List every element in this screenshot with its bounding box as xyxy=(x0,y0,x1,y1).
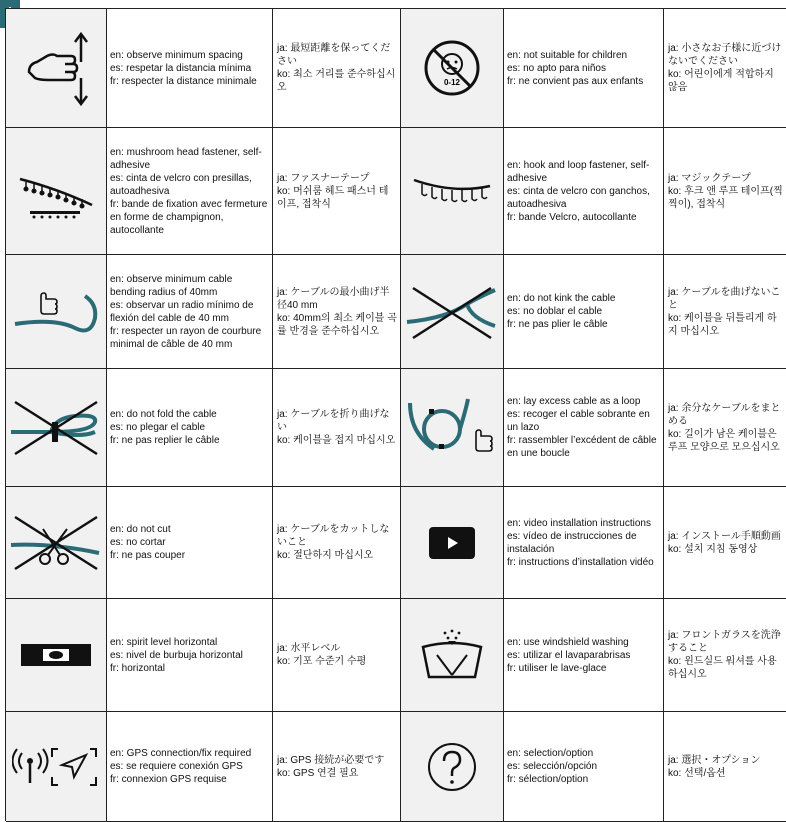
text-ja: ja: 選択・オプション xyxy=(668,754,761,766)
not-for-children-icon xyxy=(401,9,504,127)
text-es: es: no cortar xyxy=(110,537,166,548)
text-en: en: do not kink the cable xyxy=(507,293,616,304)
text-fr: fr: connexion GPS requise xyxy=(110,774,227,785)
text-ja: ja: ケーブルの最小曲げ半径40 mm xyxy=(277,286,390,311)
text-ja: ja: マジックテープ xyxy=(668,172,751,184)
text-en: en: spirit level horizontal xyxy=(110,636,218,648)
text-ja: ja: ケーブルを折り曲げない xyxy=(277,409,390,433)
no-fold-cable-icon xyxy=(6,369,107,486)
table-row xyxy=(6,712,786,822)
text-es: es: cinta de velcro con ganchos, autoadhesiva xyxy=(507,185,650,210)
text-es: es: no apto para niños xyxy=(507,62,606,74)
text-en: en: do not fold the cable xyxy=(110,409,217,420)
text-en: en: lay excess cable as a loop xyxy=(507,396,641,407)
hook-loop-fastener-icon xyxy=(401,128,504,254)
text-ko: ko: 윈드실드 워셔를 사용하십시오 xyxy=(668,656,777,680)
text-fr: fr: instructions d’installation vidéo xyxy=(507,556,654,568)
text-es: es: nivel de burbuja horizontal xyxy=(110,649,243,661)
text-fr: fr: respecter un rayon de courbure minimal de câble de 40 mm xyxy=(110,325,262,350)
text-fr: fr: ne pas replier le câble xyxy=(110,435,220,446)
text-fr: fr: ne pas plier le câble xyxy=(507,319,608,330)
text-ko: ko: 케이블을 접지 마십시오 xyxy=(277,435,396,446)
text-fr: fr: rassembler l’excédent de câble en une boucle xyxy=(507,435,657,459)
text-fr: fr: ne convient pas aux enfants xyxy=(507,75,644,87)
text-ko: ko: 기포 수준기 수평 xyxy=(277,656,367,667)
text-ko: ko: 선택/옵션 xyxy=(668,767,726,779)
text-ja: ja: ケーブルを曲げないこと xyxy=(668,286,781,311)
text-en: en: observe minimum spacing xyxy=(110,49,243,61)
text-es: es: no doblar el cable xyxy=(507,306,603,317)
text-fr: fr: bande Velcro, autocollante xyxy=(507,211,637,223)
no-kink-cable-icon xyxy=(401,255,504,368)
no-cut-cable-icon xyxy=(6,487,107,598)
text-en: en: selection/option xyxy=(507,748,594,759)
text-es: es: utilizar el lavaparabrisas xyxy=(507,649,631,661)
text-es: es: respetar la distancia mínima xyxy=(110,62,252,74)
text-ja: ja: インストール手順動画 xyxy=(668,530,781,542)
text-en: en: do not cut xyxy=(110,524,171,535)
text-fr: fr: horizontal xyxy=(110,662,166,674)
table-row xyxy=(6,255,786,369)
text-ja: ja: ファスナーテープ xyxy=(277,172,370,184)
text-ja: ja: GPS 接続が必要です xyxy=(277,754,385,766)
table-row xyxy=(6,369,786,487)
pictogram-table xyxy=(5,8,786,821)
text-ko: ko: 길이가 남은 케이블은 루프 모양으로 모으십시오 xyxy=(668,428,780,453)
question-option-icon xyxy=(401,712,504,821)
text-ko: ko: 절단하지 마십시오 xyxy=(277,550,374,561)
text-es: es: selección/opción xyxy=(507,761,598,772)
text-ko: ko: 40mm의 최소 케이블 곡률 반경을 준수하십시오 xyxy=(277,312,397,337)
text-fr: fr: sélection/option xyxy=(507,774,589,785)
cable-bend-radius-icon xyxy=(6,255,107,368)
text-es: es: no plegar el cable xyxy=(110,422,206,433)
gps-connection-icon xyxy=(6,712,107,821)
video-play-icon[interactable] xyxy=(401,487,504,598)
text-ja: ja: フロントガラスを洗浄すること xyxy=(668,630,781,654)
text-ja: ja: ケーブルをカットしないこと xyxy=(277,524,390,548)
text-ko: ko: 설치 지침 동영상 xyxy=(668,543,758,555)
text-fr: fr: utiliser le lave-glace xyxy=(507,662,607,674)
spirit-level-icon xyxy=(6,599,107,711)
table-row xyxy=(6,599,786,712)
text-fr: fr: bande de fixation avec fermeture en forme de champignon, autocollante xyxy=(110,198,268,236)
text-ja: ja: 余分なケーブルをまとめる xyxy=(668,402,781,427)
mushroom-fastener-icon xyxy=(6,128,107,254)
text-fr: fr: ne pas couper xyxy=(110,550,186,561)
text-en: en: mushroom head fastener, self-adhesive xyxy=(110,146,262,171)
text-en: en: not suitable for children xyxy=(507,49,628,61)
table-row xyxy=(6,128,786,255)
text-fr: fr: respecter la distance minimale xyxy=(110,75,257,87)
text-ja: ja: 最短距離を保ってください xyxy=(277,43,391,67)
text-ko: ko: 후크 앤 루프 테이프(찍찍이), 접착식 xyxy=(668,185,783,210)
text-en: en: observe minimum cable bending radius of 40mm xyxy=(110,273,233,298)
text-es: es: observar un radio mínimo de flexión del cable de 40 mm xyxy=(110,299,254,324)
table-row xyxy=(6,487,786,599)
table-row xyxy=(6,9,786,128)
svg-text:0-12: 0-12 xyxy=(443,78,461,87)
text-ja: ja: 小さなお子様に近づけないでください xyxy=(668,43,782,67)
text-ko: ko: 어린이에게 적합하지 않음 xyxy=(668,69,774,93)
text-ko: ko: 머쉬룸 헤드 패스너 테이프, 접착식 xyxy=(277,185,389,210)
windshield-washer-icon xyxy=(401,599,504,711)
text-en: en: GPS connection/fix required xyxy=(110,748,252,759)
text-es: es: vídeo de instrucciones de instalación xyxy=(507,530,637,555)
text-en: en: video installation instructions xyxy=(507,517,651,529)
text-en: en: use windshield washing xyxy=(507,636,629,648)
text-ko: ko: 케이블을 뒤틀리게 하지 마십시오 xyxy=(668,312,777,337)
text-ko: ko: GPS 연결 필요 xyxy=(277,767,359,779)
text-es: es: recoger el cable sobrante en un lazo xyxy=(507,409,650,433)
text-es: es: se requiere conexión GPS xyxy=(110,761,243,772)
text-ja: ja: 水平レベル xyxy=(277,643,341,654)
text-en: en: hook and loop fastener, self-adhesive xyxy=(507,159,650,184)
cable-loop-icon xyxy=(401,369,504,486)
text-ko: ko: 최소 거리를 준수하십시오 xyxy=(277,69,396,93)
min-spacing-hand-icon xyxy=(6,9,107,127)
text-es: es: cinta de velcro con presillas, autoadhesiva xyxy=(110,172,252,197)
